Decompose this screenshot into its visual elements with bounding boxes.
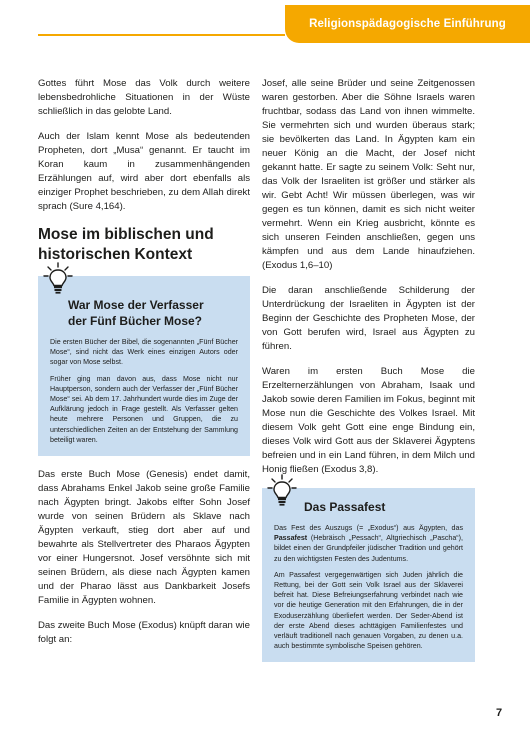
body-paragraph: Waren im ersten Buch Mose die Erzelternerzählungen von Abraham, Isaak und Jakob sowie deren Familien im Fokus, beginnt mit Mose nun die Geschichte des Volkes Israel. Mit diesem Volk geht Gott eine enge Bindung ein, dieses Volk wird Gott aus der Sklaverei Ägyptens befreien und in ein Land führen, in dem Milch und Honig fließen (Exodus 3,8). (262, 366, 475, 475)
body-paragraph: Josef, alle seine Brüder und seine Zeitgenossen waren gestorben. Aber die Söhne Israels waren fruchtbar, sodass das Land von ihnen wimmelte. Sie vermehrten sich und wurden überaus stark; sie bevölkerten das Land. In Ägypten kam ein neuer König an die Macht, der Josef nicht gekannt hatte. Er sagte zu seinem Volk: Seht nur, das Volk der Israeliten ist größer und stärker als wir. Gebt Acht! Wir müssen überlegen, was wir gegen es tun können, damit es sich nicht weiter vermehrt. Wenn ein Krieg ausbricht, könnte es sich unseren Feinden anschließen, gegen uns kämpfen und aus dem Lande hinaufziehen. (Exodus 1,6–10) (262, 78, 475, 271)
info-box-paragraph (274, 523, 463, 564)
chapter-title: Religionspädagogische Einführung (309, 18, 506, 30)
info-box-author (38, 276, 250, 456)
info-box-title: Das Passafest (304, 500, 386, 514)
body-paragraph: Gottes führt Mose das Volk durch weitere lebensbedrohliche Situationen in der Wüste schließlich in das gelobte Land. (38, 78, 250, 117)
info-box-paragraph: Früher ging man davon aus, dass Mose nicht nur Hauptperson, sondern auch der Verfasser der „Fünf Bücher Mose“ sei. Ab dem 17. Jahrhundert wurde dies im Zuge der Aufklärung jedoch in Frage gestellt. Als Verfasser gelten heute mehrere Personen und Gruppen, die zu unterschiedlichen Zeiten an der Entstehung der Sammlung beteiligt waren. (50, 374, 238, 444)
body-paragraph: Auch der Islam kennt Mose als bedeutenden Propheten, dort „Musa“ genannt. Er taucht im Koran kaum in zusammenhängenden Erzählungen auf, wird aber dort ebenfalls als einziger Prophet beschrieben, zu dem Allah direkt sprach (Sure 4,164). (38, 131, 250, 212)
info-box-text: (Hebräisch „Pessach“, Altgriechisch „Pascha“), bildet einen der Grundpfeiler jüdischer Tradition und gehört zu den wichtigsten Festen des Judentums. (274, 534, 463, 563)
info-box-text: Das Fest des Auszugs (= „Exodus“) aus Ägypten, das (274, 524, 463, 532)
header-rule (38, 34, 285, 36)
lightbulb-icon (267, 474, 297, 508)
lightbulb-icon (43, 262, 73, 296)
info-box-paragraph: Am Passafest vergegenwärtigen sich Juden jährlich die Rettung, bei der Gott sein Volk Israel aus der Sklaverei befreit hat. Diese Befreiungserfahrung verbindet nach wie vor die heutige Generation mit den Erfahrungen, die in der Exoduserzählung überliefert werden. Der Seder-Abend ist der erste Abend dieses achttägigen Familienfestes und verläuft traditionell nach genauen Vorgaben, zu denen u.a. auch bestimmte symbolische Speisen gehören. (274, 570, 463, 651)
body-paragraph: Das erste Buch Mose (Genesis) endet damit, dass Abrahams Enkel Jakob seine große Familie nach Ägypten bringt. Jakobs elfter Sohn Josef wurde von seinen Brüdern als Sklave nach Ägypten verkauft, stieg dort aber auf und bewahrte als Stellvertreter des Pharaos Ägypten vor einer Hungersnot. Josef versöhnte sich mit seinen Brüdern, als diese nach Ägypten kamen und der Pharao lässt aus Dankbarkeit Josefs Familie in Ägypten wohnen. (38, 469, 250, 607)
info-box-title-line: War Mose der Verfasser (68, 298, 204, 312)
info-box-passafest (262, 488, 475, 662)
info-box-title (50, 297, 238, 329)
page-number: 7 (496, 707, 503, 719)
info-box-bold-term: Passafest (274, 534, 308, 543)
info-box-paragraph: Die ersten Bücher der Bibel, die sogenannten „Fünf Bücher Mose“, sind nicht das Werk eines einzigen Autors oder sogar von Mose selbst. (50, 338, 238, 367)
right-column (262, 77, 475, 674)
info-box-title-line: der Fünf Bücher Mose? (68, 314, 203, 328)
section-heading: Mose im biblischen und historischen Kontext (38, 226, 214, 263)
body-paragraph: Das zweite Buch Mose (Exodus) knüpft daran wie folgt an: (38, 620, 250, 646)
left-column (38, 77, 250, 658)
body-paragraph: Die daran anschließende Schilderung der Unterdrückung der Israeliten in Ägypten ist der Beginn der Geschichte des Propheten Mose, der von Gott berufen wird, Israel aus Ägypten zu führen. (262, 285, 475, 352)
chapter-header (285, 5, 530, 43)
